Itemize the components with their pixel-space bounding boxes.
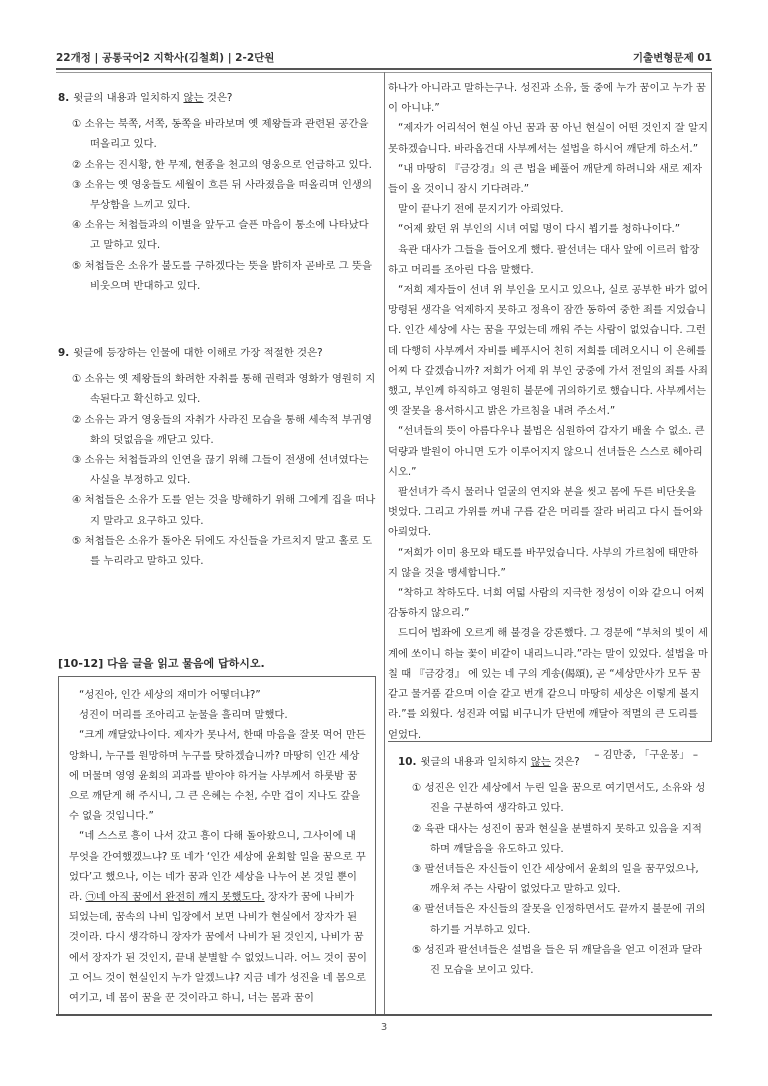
passage-paragraph: 성진이 머리를 조아리고 눈물을 흘리며 말했다. — [79, 709, 288, 722]
passage-text: “네 스스로 흥이 나서 갔고 흥이 다해 돌아왔으니, 그사이에 내 무엇을 간여했겠느냐? 또 네가 ‘인간 세상에 윤회할 일을 꿈으로 꾸었다’고 했으나, 이는 네가 꿈과 인간 세상을 나누어 본 것일 뿐이라. — [69, 830, 366, 904]
choice: ④ 처첩들은 소유가 도를 얻는 것을 방해하기 위해 그에게 집을 떠나지 말라고 요구하고 있다. — [72, 494, 376, 527]
passage-paragraph: “착하고 착하도다. 너희 여덟 사람의 지극한 정성이 이와 같으니 어찌 감동하지 않으리.” — [388, 587, 705, 620]
header-left: 22개정 | 공통국어2 지학사(김철회) | 2-2단원 — [56, 52, 275, 64]
header-rule — [56, 68, 712, 70]
question-8-choices — [58, 114, 378, 296]
question-9-number: 9. — [58, 347, 70, 359]
passage-paragraph: “성진아, 인간 세상의 재미가 어떻더냐?” — [79, 689, 261, 701]
passage-right — [388, 78, 708, 765]
choice: ④ 팔선녀들은 자신들의 잘못을 인정하면서도 끝까지 불문에 귀의하기를 거부하고 있다. — [412, 903, 706, 936]
question-10 — [398, 752, 710, 980]
question-10-stem-underline: 않는 — [530, 756, 551, 768]
choice: ⑤ 처첩들은 소유가 불도를 구하겠다는 뜻을 밝히자 곧바로 그 뜻을 비웃으며 반대하고 있다. — [72, 259, 373, 292]
choice: ② 소유는 과거 영웅들의 자취가 사라진 모습을 통해 세속적 부귀영화의 덧없음을 깨닫고 있다. — [72, 413, 373, 446]
question-8-stem — [58, 88, 378, 108]
passage-paragraph: 말이 끝나기 전에 문지기가 아뢰었다. — [398, 203, 564, 216]
passage-paragraph — [69, 826, 367, 1008]
column-divider — [384, 72, 385, 1014]
passage-left — [58, 676, 376, 1015]
question-8-stem-underline: 않는 — [183, 92, 204, 104]
choice: ① 소유는 옛 제왕들의 화려한 자취를 통해 권력과 영화가 영원히 지속된다고 확신하고 있다. — [72, 373, 376, 406]
passage-text: 장자가 꿈에 나비가 되었는데, 꿈속의 나비 입장에서 보면 나비가 현실에서 장자가 된 것이라. 다시 생각하니 장자가 꿈에서 나비가 된 것인지, 나비가 꿈에서 장자가 된 것인지, 끝내 분별할 수 없었느니라. 어느 것이 꿈이고 어느 것이 현실인지 누가 알겠느냐? 지금 네가 성진을 네 몸으로 여기고, 네 몸이 꿈을 꾼 것이라고 하니, 너는 몸과 꿈이 — [69, 891, 367, 1005]
question-8-stem-pre: 윗글의 내용과 일치하지 — [73, 92, 184, 104]
passage-paragraph: 육관 대사가 그들을 들어오게 했다. 팔선녀는 대사 앞에 이르러 합장하고 머리를 조아린 다음 말했다. — [388, 243, 700, 276]
choice: ② 소유는 진시황, 한 무제, 현종을 천고의 영웅으로 언급하고 있다. — [72, 158, 372, 171]
choice: ④ 소유는 처첩들과의 이별을 앞두고 슬픈 마음이 통소에 나타났다고 말하고 있다. — [72, 219, 369, 252]
question-10-choices — [398, 778, 710, 980]
passage-paragraph: “제자가 어리석어 현실 아닌 꿈과 꿈 아닌 현실이 어떤 것인지 잘 알지 못하겠습니다. 바라옵건대 사부께서는 설법을 하시어 깨닫게 하소서.” — [388, 122, 708, 155]
choice: ① 소유는 북쪽, 서쪽, 동쪽을 바라보며 옛 제왕들과 관련된 공간을 떠올리고 있다. — [72, 118, 369, 151]
choice: ⑤ 처첩들은 소유가 돌아온 뒤에도 자신들을 가르치지 말고 홀로 도를 누리라고 말하고 있다. — [72, 534, 373, 568]
question-10-number: 10. — [398, 756, 417, 768]
header-right: 기출변형문제 01 — [632, 52, 712, 64]
passage-paragraph: “어제 왔던 위 부인의 시녀 여덟 명이 다시 뵙기를 청하나이다.” — [398, 223, 681, 236]
question-8-stem-post: 것은? — [203, 92, 233, 104]
question-9-stem — [58, 343, 378, 363]
question-9-choices — [58, 369, 378, 571]
question-10-stem — [398, 752, 710, 772]
choice: ③ 소유는 처첩들과의 인연을 끊기 위해 그들이 전생에 선녀였다는 사실을 부정하고 있다. — [72, 454, 369, 487]
section-heading: [10-12] 다음 글을 읽고 물음에 답하시오. — [58, 657, 265, 670]
question-10-stem-post: 것은? — [550, 756, 580, 768]
choice: ① 성진은 인간 세상에서 누린 일을 꿈으로 여기면서도, 소유와 성진을 구분하여 생각하고 있다. — [412, 782, 706, 815]
passage-underlined-sentence: ㉠네 아직 꿈에서 완전히 깨지 못했도다. — [85, 891, 265, 904]
passage-paragraph: “저희 제자들이 선녀 위 부인을 모시고 있으나, 실로 공부한 바가 없어 망령된 생각을 억제하지 못하고 정욕이 잠깐 동하여 중한 죄를 지었습니다. 인간 세상에 사는 꿈을 꾸었는데 깨워 주는 사람이 없었습니다. 그런데 다행히 사부께서 자비를 베푸시어 친히 저희를 데려오시니 이 은혜를 어찌 다 갚겠습니까? 저희가 어제 위 부인 궁중에 가서 전일의 죄를 사죄했고, 부인께 하직하고 영원히 불문에 귀의하기로 했습니다. 사부께서는 옛 잘못을 용서하시고 밝은 가르침을 내려 주소서.” — [388, 284, 708, 418]
choice: ⑤ 성진과 팔선녀들은 설법을 들은 뒤 깨달음을 얻고 이전과 달라진 모습을 보이고 있다. — [412, 943, 702, 977]
passage-paragraph: 하나가 아니라고 말하는구나. 성진과 소유, 둘 중에 누가 꿈이고 누가 꿈이 아니냐.” — [388, 82, 706, 115]
choice: ② 육관 대사는 성진이 꿈과 현실을 분별하지 못하고 있음을 지적하며 깨달음을 유도하고 있다. — [412, 822, 702, 855]
question-8-number: 8. — [58, 92, 70, 104]
footer-rule — [56, 1014, 712, 1016]
question-10-stem-pre: 윗글의 내용과 일치하지 — [420, 756, 531, 768]
passage-paragraph: 드디어 법좌에 오르게 해 불경을 강론했다. 그 경문에 “부처의 빛이 세계에 쏘이니 하늘 꽃이 비같이 내리느니라.”라는 말이 있었다. 설법을 마칠 때 『금강경』 에 있는 네 구의 게송(偈頌), 곧 “세상만사가 모두 꿈 같고 물거품 같으며 이슬 같고 번개 같으니 마땅히 세상은 이렇게 볼지라.”를 외웠다. 성진과 여덟 비구니가 단번에 깨달아 적멸의 큰 도리를 얻었다. — [388, 627, 708, 741]
passage-paragraph: “내 마땅히 『금강경』의 큰 법을 베풀어 깨닫게 하려니와 새로 제자들이 올 것이니 잠시 기다려라.” — [388, 162, 703, 196]
choice: ③ 팔선녀들은 자신들이 인간 세상에서 윤회의 일을 꿈꾸었으나, 깨우쳐 주는 사람이 없었다고 말하고 있다. — [412, 863, 699, 896]
question-9 — [58, 343, 378, 571]
question-8 — [58, 88, 378, 296]
question-9-stem-text: 윗글에 등장하는 인물에 대한 이해로 가장 적절한 것은? — [73, 347, 323, 359]
choice: ③ 소유는 옛 영웅들도 세월이 흐른 뒤 사라졌음을 떠올리며 인생의 무상함을 느끼고 있다. — [72, 178, 373, 212]
passage-paragraph: 팔선녀가 즉시 물러나 얼굴의 연지와 분을 씻고 몸에 두른 비단옷을 벗었다. 그리고 가위를 꺼내 구름 같은 머리를 잘라 버리고 다시 들어와 아뢰었다. — [388, 486, 703, 539]
passage-paragraph: “저희가 이미 용모와 태도를 바꾸었습니다. 사부의 가르침에 태만하지 않을 것을 맹세합니다.” — [388, 546, 699, 579]
passage-paragraph: “크게 깨달았나이다. 제자가 못나서, 한때 마음을 잘못 먹어 만든 앙화니, 누구를 원망하며 누구를 탓하겠습니까? 마땅히 인간 세상에 머물며 영영 윤회의 괴과를 받아야 하거늘 사부께서 하룻밤 꿈으로 깨닫게 해 주시니, 그 큰 은혜는 수천, 수만 겁이 지나도 갚을 수 없을 것입니다.” — [69, 729, 366, 823]
page-number: 3 — [380, 1022, 388, 1033]
passage-attribution: – 김만중, 「구운몽」 – — [594, 748, 698, 761]
passage-paragraph: “선녀들의 뜻이 아름다우나 불법은 심원하여 갑자기 배울 수 없소. 큰 덕량과 발원이 아니면 도가 이루어지지 않으니 선녀들은 스스로 헤아리시오.” — [388, 425, 705, 478]
